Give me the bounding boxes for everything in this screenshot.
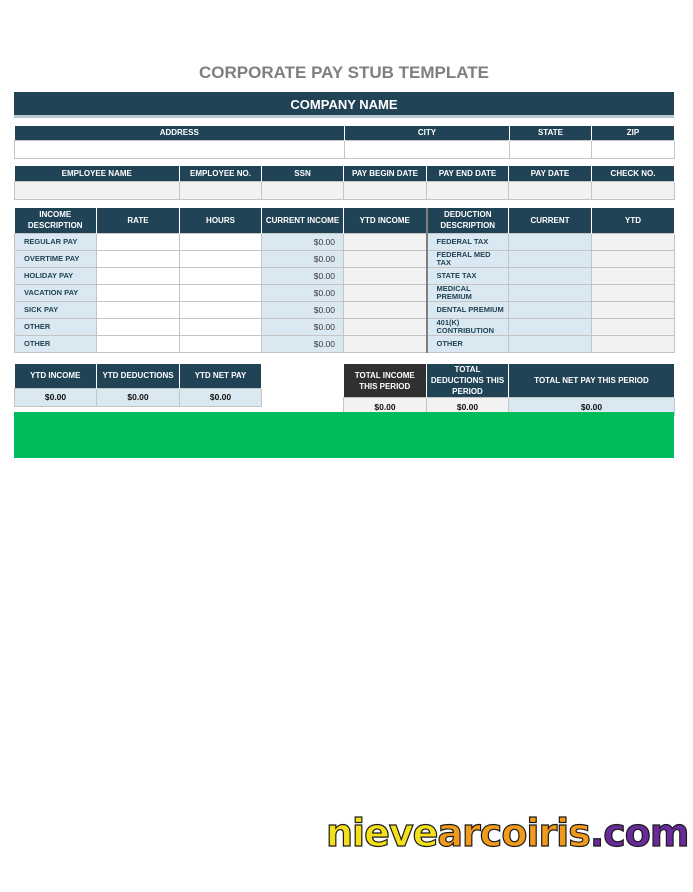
address-field[interactable] [15, 140, 345, 158]
deduction-current-cell[interactable] [509, 284, 592, 301]
hours-cell[interactable] [180, 284, 262, 301]
rate-cell[interactable] [97, 250, 180, 267]
pay-begin-date-field[interactable] [344, 181, 427, 199]
deduction-ytd-cell[interactable] [592, 301, 675, 318]
ytd-net-pay-header: YTD NET PAY [180, 364, 262, 388]
employee-name-header: EMPLOYEE NAME [15, 166, 180, 181]
watermark-part-nieve: nieve [326, 811, 438, 855]
total-income-period-value: $0.00 [344, 398, 427, 416]
city-header: CITY [345, 126, 510, 140]
deduction-ytd-cell[interactable] [592, 267, 675, 284]
ytd-income-cell[interactable] [344, 233, 427, 250]
hours-cell[interactable] [180, 301, 262, 318]
employee-no-header: EMPLOYEE NO. [180, 166, 262, 181]
deduction-label: FEDERAL TAX [427, 233, 509, 250]
deduction-ytd-cell[interactable] [592, 318, 675, 335]
income-description-header: INCOME DESCRIPTION [15, 208, 97, 233]
watermark [326, 808, 689, 858]
income-label: SICK PAY [15, 301, 97, 318]
pay-end-date-field[interactable] [427, 181, 509, 199]
ytd-net-pay-value: $0.00 [180, 388, 262, 406]
rate-cell[interactable] [97, 233, 180, 250]
deduction-current-cell[interactable] [509, 335, 592, 352]
rate-cell[interactable] [97, 284, 180, 301]
rate-cell[interactable] [97, 318, 180, 335]
ytd-deductions-value: $0.00 [97, 388, 180, 406]
ssn-header: SSN [262, 166, 344, 181]
zip-header: ZIP [592, 126, 675, 140]
deduction-description-header: DEDUCTION DESCRIPTION [427, 208, 509, 233]
income-label: HOLIDAY PAY [15, 267, 97, 284]
ytd-income-cell[interactable] [344, 284, 427, 301]
green-banner [14, 412, 674, 458]
watermark-part-com: .com [589, 811, 689, 855]
total-deductions-period-header: TOTAL DEDUCTIONS THIS PERIOD [427, 364, 509, 398]
check-no-header: CHECK NO. [592, 166, 675, 181]
watermark-part-arcoiris: arcoiris [437, 811, 590, 855]
hours-cell[interactable] [180, 267, 262, 284]
ssn-field[interactable] [262, 181, 344, 199]
ytd-income-header: YTD INCOME [344, 208, 427, 233]
page-title: CORPORATE PAY STUB TEMPLATE [199, 63, 489, 82]
current-income-header: CURRENT INCOME [262, 208, 344, 233]
company-name-banner: COMPANY NAME [14, 92, 674, 118]
deduction-current-cell[interactable] [509, 250, 592, 267]
ytd-income-cell[interactable] [344, 335, 427, 352]
deduction-current-cell[interactable] [509, 301, 592, 318]
current-income-cell: $0.00 [262, 301, 344, 318]
income-label: VACATION PAY [15, 284, 97, 301]
current-income-cell: $0.00 [262, 250, 344, 267]
rate-cell[interactable] [97, 335, 180, 352]
state-header: STATE [510, 126, 592, 140]
deduction-ytd-cell[interactable] [592, 284, 675, 301]
deduction-ytd-cell[interactable] [592, 233, 675, 250]
current-income-cell: $0.00 [262, 267, 344, 284]
current-income-cell: $0.00 [262, 233, 344, 250]
employee-name-field[interactable] [15, 181, 180, 199]
ytd-summary-table [14, 364, 262, 407]
current-income-cell: $0.00 [262, 318, 344, 335]
address-header: ADDRESS [15, 126, 345, 140]
current-income-cell: $0.00 [262, 284, 344, 301]
hours-header: HOURS [180, 208, 262, 233]
hours-cell[interactable] [180, 335, 262, 352]
income-label: OTHER [15, 335, 97, 352]
deduction-current-cell[interactable] [509, 233, 592, 250]
state-field[interactable] [510, 140, 592, 158]
income-label: OVERTIME PAY [15, 250, 97, 267]
deduction-current-cell[interactable] [509, 267, 592, 284]
check-no-field[interactable] [592, 181, 675, 199]
total-income-period-header: TOTAL INCOME THIS PERIOD [344, 364, 427, 398]
deduction-label: 401(K) CONTRIBUTION [427, 318, 509, 335]
pay-end-date-header: PAY END DATE [427, 166, 509, 181]
rate-cell[interactable] [97, 301, 180, 318]
city-field[interactable] [345, 140, 510, 158]
ytd-income-value: $0.00 [15, 388, 97, 406]
total-deductions-period-value: $0.00 [427, 398, 509, 416]
income-label: OTHER [15, 318, 97, 335]
employee-no-field[interactable] [180, 181, 262, 199]
pay-begin-date-header: PAY BEGIN DATE [344, 166, 427, 181]
deduction-label: FEDERAL MED TAX [427, 250, 509, 267]
deduction-ytd-header: YTD [592, 208, 675, 233]
total-net-pay-period-header: TOTAL NET PAY THIS PERIOD [509, 364, 675, 398]
income-deduction-table [14, 208, 675, 353]
deduction-current-header: CURRENT [509, 208, 592, 233]
hours-cell[interactable] [180, 250, 262, 267]
ytd-income-cell[interactable] [344, 267, 427, 284]
income-label: REGULAR PAY [15, 233, 97, 250]
pay-date-header: PAY DATE [509, 166, 592, 181]
deduction-label: MEDICAL PREMIUM [427, 284, 509, 301]
total-net-pay-period-value: $0.00 [509, 398, 675, 416]
ytd-income-summary-header: YTD INCOME [15, 364, 97, 388]
deduction-label: DENTAL PREMIUM [427, 301, 509, 318]
employee-table [14, 166, 675, 200]
ytd-income-cell[interactable] [344, 301, 427, 318]
current-income-cell: $0.00 [262, 335, 344, 352]
deduction-label: OTHER [427, 335, 509, 352]
ytd-deductions-header: YTD DEDUCTIONS [97, 364, 180, 388]
address-table [14, 126, 675, 159]
period-summary-table [343, 364, 675, 416]
deduction-label: STATE TAX [427, 267, 509, 284]
zip-field[interactable] [592, 140, 675, 158]
deduction-current-cell[interactable] [509, 318, 592, 335]
deduction-ytd-cell[interactable] [592, 335, 675, 352]
rate-cell[interactable] [97, 267, 180, 284]
deduction-ytd-cell[interactable] [592, 250, 675, 267]
ytd-income-cell[interactable] [344, 318, 427, 335]
hours-cell[interactable] [180, 318, 262, 335]
pay-date-field[interactable] [509, 181, 592, 199]
hours-cell[interactable] [180, 233, 262, 250]
ytd-income-cell[interactable] [344, 250, 427, 267]
rate-header: RATE [97, 208, 180, 233]
